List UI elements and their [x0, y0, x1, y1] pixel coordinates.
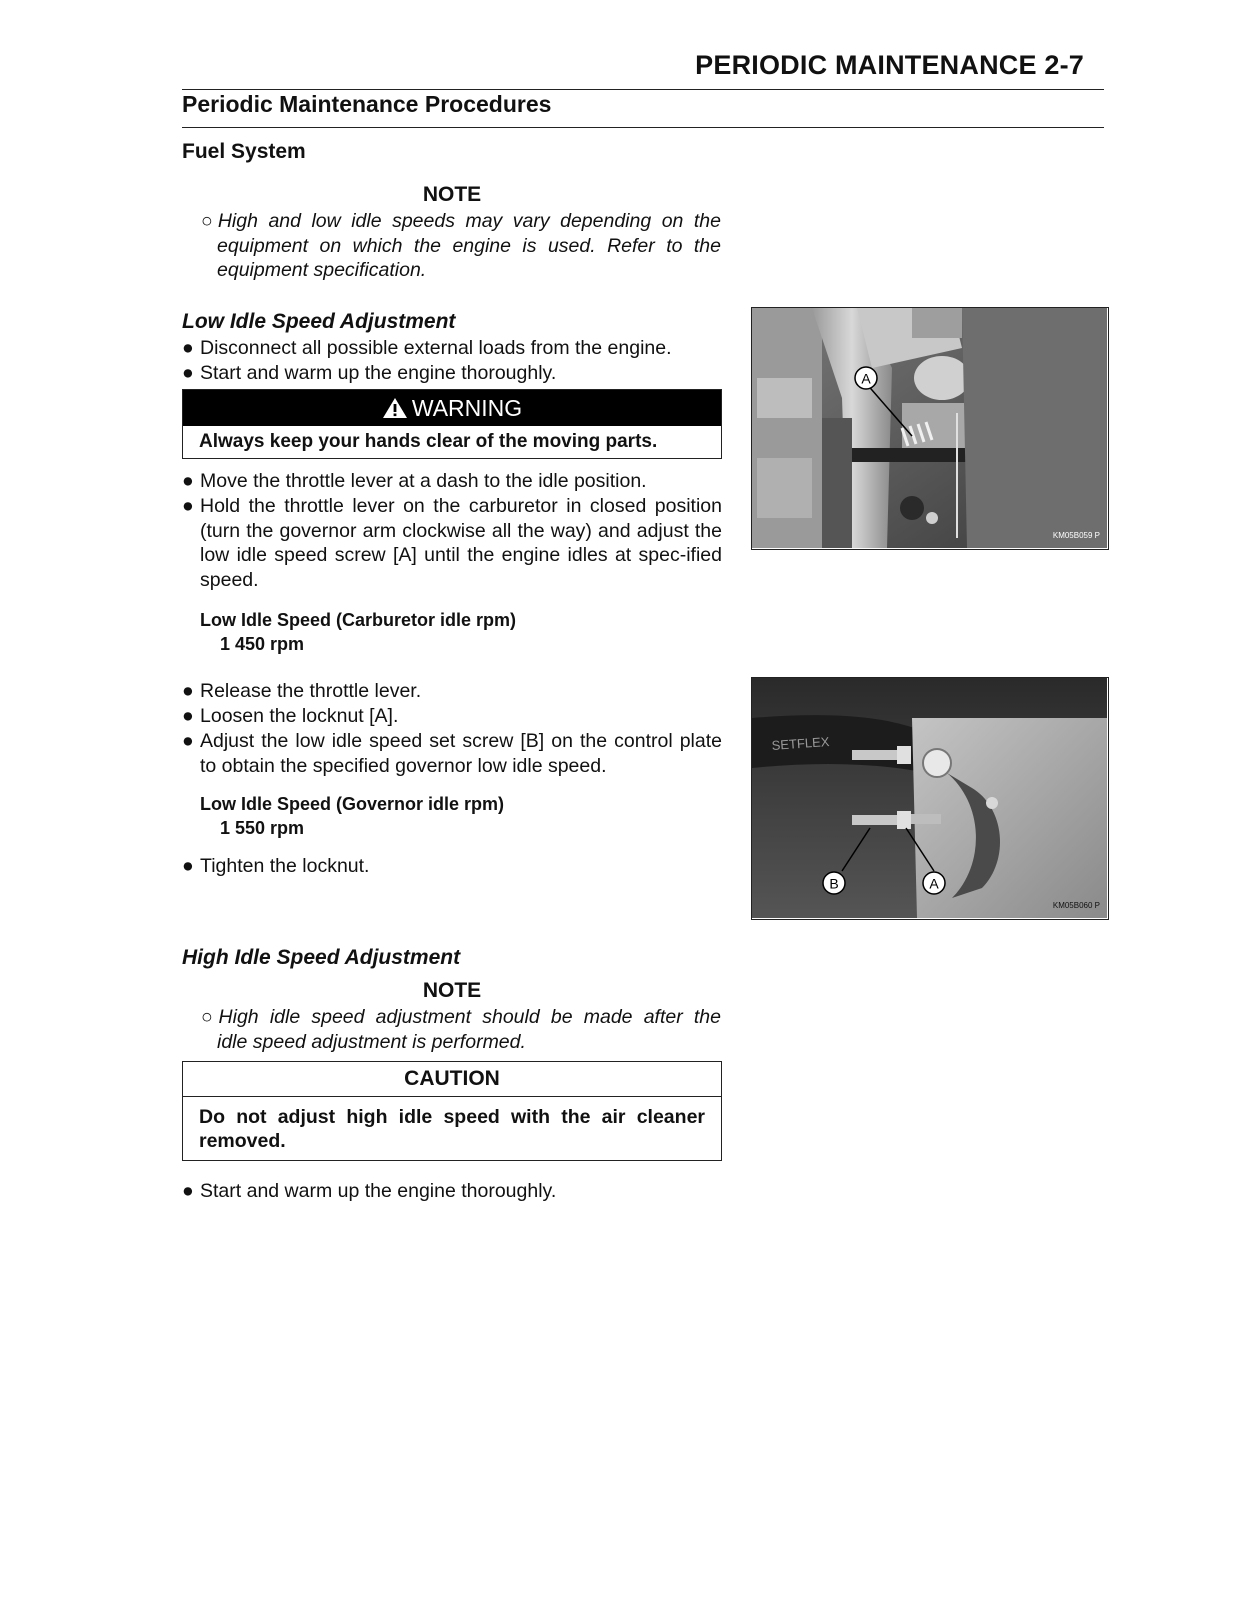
- photo-callout-label: A: [929, 875, 939, 892]
- spec-value: 1 450 rpm: [220, 634, 305, 654]
- page-header-title: PERIODIC MAINTENANCE 2-7: [695, 50, 1084, 80]
- caution-text: Do not adjust high idle speed with the air cleaner removed.: [199, 1106, 705, 1152]
- note-body: [201, 1005, 721, 1054]
- photo-callout-label: B: [829, 875, 839, 892]
- bullet-icon: ●: [182, 495, 194, 517]
- photo-callout-label: A: [861, 370, 871, 387]
- list-item: [182, 361, 722, 386]
- note-label: NOTE: [422, 979, 482, 1002]
- warning-header: [183, 390, 721, 426]
- photo-code-label: KM05B060 P: [1052, 901, 1100, 910]
- bullet-icon: ●: [182, 855, 194, 877]
- spec-carburetor-idle: [200, 608, 516, 656]
- bullet-icon: ●: [182, 362, 194, 384]
- list-item-text: Start and warm up the engine thoroughly.: [200, 362, 557, 384]
- photo-code-label: KM05B059 P: [1052, 531, 1100, 540]
- warning-label: WARNING: [411, 395, 523, 421]
- note-line: equipment on which the engine is used. Refer to the: [217, 234, 721, 257]
- note-line: equipment specification.: [217, 259, 427, 281]
- caution-box: [182, 1061, 722, 1161]
- bullet-icon: ●: [182, 680, 194, 702]
- caution-label: CAUTION: [183, 1062, 721, 1097]
- header-rule: [182, 89, 1104, 90]
- list-item-text: Hold the throttle lever on the carburetor in closed position (turn the governor arm clockwise all the way) and adjust the low idle speed screw [A] until the engine idles at spec-ified speed.: [200, 495, 722, 591]
- section-title: Periodic Maintenance Procedures: [182, 91, 552, 117]
- low-idle-heading: Low Idle Speed Adjustment: [182, 310, 456, 333]
- list-item: [182, 469, 722, 494]
- list-item: [182, 494, 722, 592]
- note-label: NOTE: [422, 183, 482, 206]
- note-line: ○High and low idle speeds may vary depending on the: [201, 210, 721, 232]
- list-item: [182, 854, 722, 879]
- note-line: idle speed adjustment is performed.: [217, 1030, 526, 1053]
- high-idle-heading: High Idle Speed Adjustment: [182, 946, 461, 969]
- section-rule: [182, 127, 1104, 128]
- bullet-icon: ●: [182, 705, 194, 727]
- list-item: [182, 1179, 722, 1204]
- list-item-text: Loosen the locknut [A].: [200, 705, 399, 727]
- list-item: [182, 704, 722, 729]
- hose-text: SETFLEX: [771, 733, 830, 753]
- bullet-icon: ●: [182, 730, 194, 752]
- list-item-text: Move the throttle lever at a dash to the idle position.: [200, 470, 647, 492]
- list-item-text: Adjust the low idle speed set screw [B] on the control plate to obtain the specified governor low idle speed.: [200, 730, 722, 777]
- spec-label: Low Idle Speed (Carburetor idle rpm): [200, 610, 517, 630]
- list-item: [182, 336, 722, 361]
- note-body: [201, 209, 721, 283]
- warning-triangle-icon: [382, 397, 408, 419]
- list-item: [182, 679, 722, 704]
- note-line: ○High idle speed adjustment should be made after the: [201, 1006, 721, 1028]
- list-item-text: Tighten the locknut.: [200, 855, 370, 877]
- list-item: [182, 729, 722, 778]
- bullet-icon: ●: [182, 1180, 194, 1202]
- list-item-text: Disconnect all possible external loads from the engine.: [200, 337, 672, 359]
- bullet-icon: ●: [182, 470, 194, 492]
- list-item-text: Start and warm up the engine thoroughly.: [200, 1180, 557, 1202]
- list-item-text: Release the throttle lever.: [200, 680, 422, 702]
- warning-box: [182, 389, 722, 459]
- spec-value: 1 550 rpm: [220, 818, 305, 838]
- subsection-title: Fuel System: [182, 140, 306, 163]
- spec-label: Low Idle Speed (Governor idle rpm): [200, 794, 505, 814]
- governor-plate-photo: [751, 677, 1109, 920]
- bullet-icon: ●: [182, 337, 194, 359]
- carburetor-photo: [751, 307, 1109, 550]
- warning-text: Always keep your hands clear of the moving parts.: [199, 431, 658, 452]
- spec-governor-idle: [200, 792, 504, 840]
